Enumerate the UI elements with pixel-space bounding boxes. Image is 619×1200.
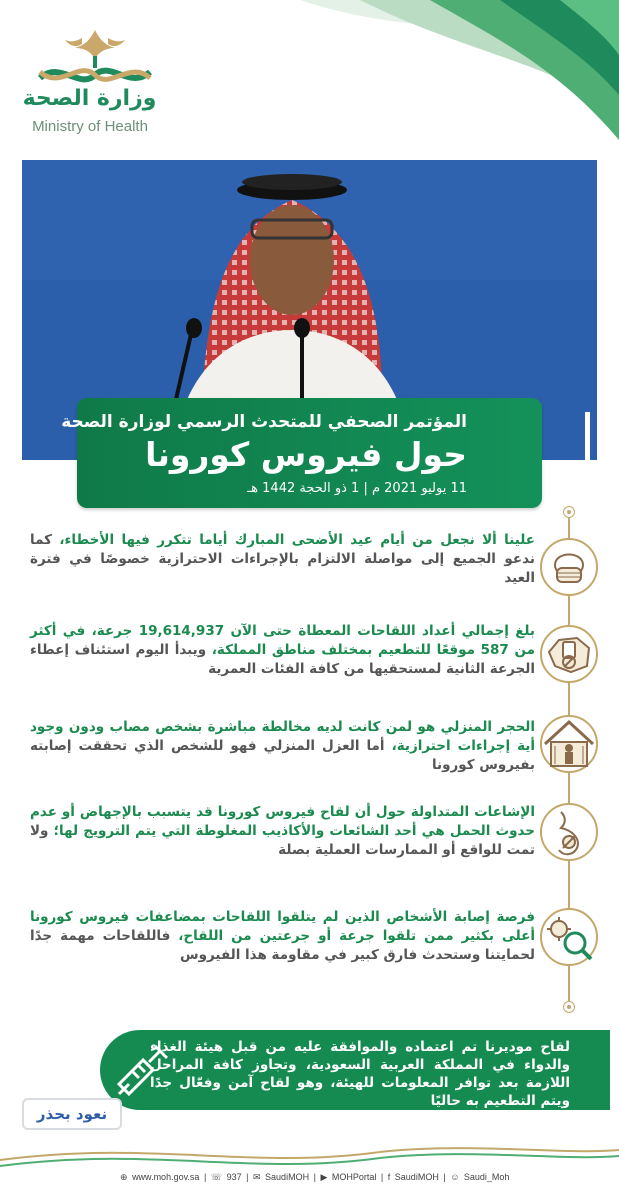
twitter-icon: ✉	[252, 1172, 261, 1182]
footer-phone[interactable]: 937	[226, 1172, 242, 1182]
moderna-note-text: لقاح موديرنا تم اعتماده والموافقة عليه من قبل هيئة الغذاء والدواء في المملكة العربية السعودية، وتجاوز كافة المراحل اللازمة بعد توافر المعلومات للهيئة، وهو لقاح آمن وفعّال جدًا ويتم التطعيم به حاليًا	[150, 1039, 570, 1109]
footer-separator: |	[203, 1172, 207, 1182]
press-conference-banner	[61, 398, 542, 508]
info-item-highlight: بلغ إجمالي أعداد اللقاحات المعطاة حتى الآن 19,614,937 جرعة، في أكثر من 587 موقعًا للتطعيم بمختلف مناطق المملكة،	[30, 623, 536, 658]
banner-title: حول فيروس كورونا	[145, 435, 467, 474]
info-item-text: ويبدأ اليوم استئناف إعطاء الجرعة الثانية لمستحقيها من كافة الفئات العمرية	[30, 642, 535, 677]
banner-accent-bar	[585, 412, 590, 484]
youtube-icon: ▶	[320, 1172, 328, 1182]
campaign-badge-text: نعود بحذر	[36, 1105, 108, 1123]
footer-facebook[interactable]: SaudiMOH	[394, 1172, 439, 1182]
banner-date: 11 يوليو 2021 م | 1 ذو الحجة 1442 هـ	[247, 481, 467, 496]
info-item-text: أما العزل المنزلي فهو للشخص الذي تحققت إصابته بفيروس كورونا	[30, 738, 535, 773]
virus-magnifier-icon	[537, 905, 601, 969]
info-item	[30, 622, 535, 679]
facebook-icon: f	[387, 1172, 391, 1182]
info-item-text: كما ندعو الجميع إلى مواصلة الالتزام بالإجراءات الاحترازية خصوصًا في فترة العيد	[30, 532, 535, 586]
info-item-highlight: الإشاعات المتداولة حول أن لقاح فيروس كورونا قد يتسبب بالإجهاض أو عدم حدوث الحمل هي أحد الشائعات والأكاذيب المغلوطة التي يتم الترويج لها؛	[30, 804, 536, 839]
timeline-dot	[563, 1001, 575, 1013]
globe-icon: ⊕	[120, 1172, 128, 1182]
snapchat-icon: ☺	[450, 1172, 460, 1182]
info-item	[30, 803, 535, 860]
footer-separator: |	[246, 1172, 249, 1182]
banner-subtitle: المؤتمر الصحفي للمتحدث الرسمي لوزارة الصحة	[61, 412, 467, 432]
moderna-note	[100, 1030, 610, 1110]
info-item	[30, 908, 535, 965]
ministry-name-arabic: وزارة الصحة	[22, 86, 157, 111]
footer-links	[120, 1172, 600, 1188]
footer-twitter[interactable]: SaudiMOH	[265, 1172, 310, 1182]
info-item	[30, 718, 535, 775]
info-item-highlight: علينا ألا نجعل من أيام عيد الأضحى المبارك أياما تتكرر فيها الأخطاء،	[59, 532, 535, 548]
footer-separator: |	[313, 1172, 316, 1182]
info-item-highlight: الحجر المنزلي هو لمن كانت لديه مخالطة مباشرة بشخص مصاب ودون وجود أية إجراءات احترازية،	[30, 719, 536, 754]
footer-portal[interactable]: MOHPortal	[331, 1172, 377, 1182]
footer-snapchat[interactable]: Saudi_Moh	[463, 1172, 510, 1182]
info-item-text: فاللقاحات مهمة جدًا لحمايتنا وستحدث فارق كبير في مقاومة هذا الفيروس	[30, 928, 535, 963]
timeline-dot	[563, 506, 575, 518]
footer-separator: |	[380, 1172, 384, 1182]
footer-separator: |	[443, 1172, 446, 1182]
info-item-text: ولا تمت للواقع أو الممارسات العملية بصلة	[30, 823, 535, 858]
home-quarantine-icon	[537, 712, 601, 776]
footer-website[interactable]: www.moh.gov.sa	[132, 1172, 200, 1182]
campaign-badge	[22, 1098, 122, 1130]
face-mask-icon	[537, 535, 601, 599]
vaccine-map-icon	[537, 622, 601, 686]
phone-icon: ☏	[210, 1172, 223, 1182]
info-item	[30, 531, 535, 588]
info-item-highlight: فرصة إصابة الأشخاص الذين لم يتلقوا اللقاحات بمضاعفات فيروس كورونا أعلى بكثير ممن تلقوا جرعة أو جرعتين من اللقاح،	[30, 909, 535, 944]
pregnancy-icon	[537, 800, 601, 864]
ministry-name-english: Ministry of Health	[32, 118, 148, 135]
